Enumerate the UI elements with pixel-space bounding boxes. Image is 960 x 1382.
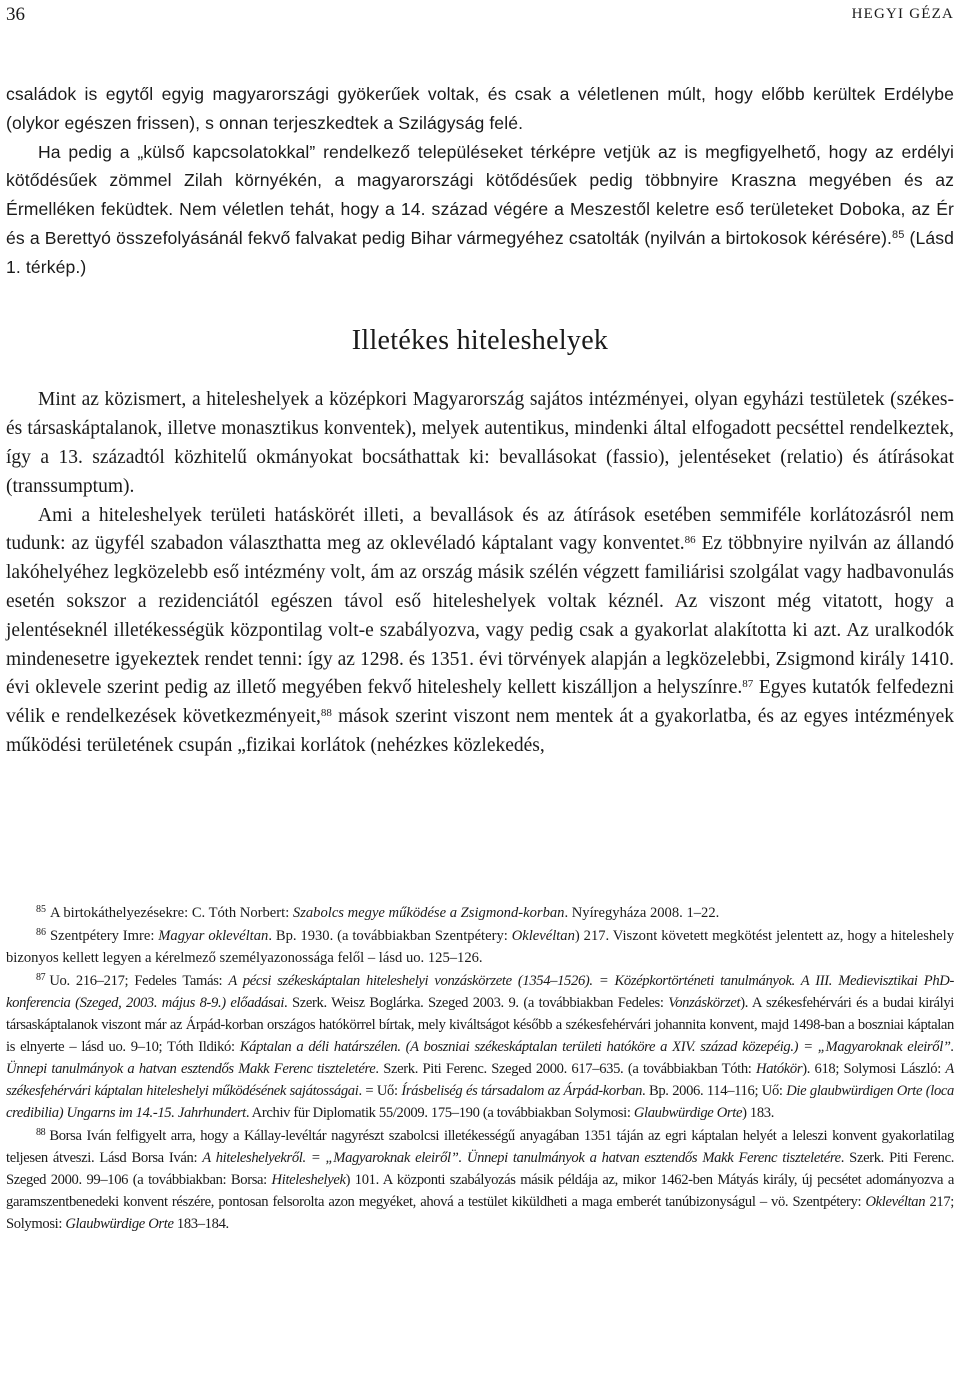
section-p2-text-c: Egyes kutatók felfedezni vélik e rendelkezések következményeit, [6, 677, 954, 728]
footnote-text: Szentpétery Imre: [50, 928, 159, 944]
section-title: Illetékes hiteleshelyek [351, 324, 609, 356]
footnote-text: Uo. 216–217; Fedeles Tamás: [49, 973, 229, 989]
page-header [6, 4, 954, 28]
page-number: 36 [6, 4, 25, 25]
footnote-title: A székesfehérvári káptalan hiteleshelyi működésének sajátosságai [6, 1061, 954, 1099]
footnote-86 [6, 925, 954, 969]
footnote-number: 87 [36, 972, 46, 983]
running-head: HEGYI GÉZA [851, 6, 954, 22]
footnote-title: Hiteleshelyek [271, 1172, 346, 1188]
footnote-text: . Szerk. Piti Ferenc. Szeged 2000. 617–635. (a továbbiakban Tóth: [375, 1061, 756, 1077]
section-p1-text: Mint az közismert, a hiteleshelyek a középkori Magyarország sajátos intézményei, olyan egyházi testületek (székes- és társaskáptalanok, illetve monasztikus konventek), melyek autentikus, mindenki által elfogadott pecséttel rendelkeztek, így a 13. századtól közhitelű okmányokat bocsáthattak ki: bevallásokat (fassio), jelentéseket (relatio) és átírásokat (transsumptum). [6, 389, 954, 497]
footnote-title: Vonzáskörzet [668, 995, 741, 1011]
footnote-title: Káptalan a déli határszélen. (A boszniai székeskáptalan területi hatóköre a XIV. század közepéig.) = „Magyaroknak eleiről”. Ünnepi tanulmányok a hatvan esztendős Makk Ferenc tiszteletére [6, 1039, 954, 1077]
footnote-87 [6, 970, 954, 1124]
footnote-text: . Archiv für Diplomatik 55/2009. 175–190 (a továbbiakban Solymosi: [245, 1105, 634, 1121]
section-p2-text-d: mások szerint viszont nem mentek át a gyakorlatba, és az egyes intézmények működési területének csupán „fizikai korlátok (nehézkes közlekedés, [6, 706, 954, 756]
section-p2-text-a: Ami a hiteleshelyek területi hatáskörét illeti, a bevallások és az átírások esetében semmiféle korlátozásról nem tudunk: az ügyfél szabadon választhatta meg az oklevéladó káptalant vagy konventet. [6, 504, 954, 555]
footnote-title: Die glaubwürdigen Orte (loca credibilia) Ungarns im 14.-15. Jahrhundert [6, 1083, 954, 1121]
footnote-title: Oklevéltan [865, 1194, 926, 1210]
footnote-title: A pécsi székeskáptalan hiteleshelyi vonzáskörzete (1354–1526). = Középkortörténeti tanulmányok. A III. Medievisztikai PhD-konferencia (Szeged, 2003. május 8-9.) előadásai [6, 973, 954, 1011]
footnote-ref-88[interactable]: 88 [320, 707, 332, 720]
footnotes [6, 902, 954, 1236]
footnote-text: ) 101. A központi szabályozás másik példája az, mikor 1462-ben Mátyás király, új pecsétet adományozva a garamszentbenedeki konvent részére, pontosan felsorolta azon megyéket, ahová a testület kiküldheti a maga emberét tanúbizonyságul – vö. Szentpétery: [6, 1172, 954, 1210]
footnote-text: 183–184. [173, 1216, 229, 1232]
footnote-text: . Bp. 2006. 114–116; Uő: [642, 1083, 787, 1099]
footnote-title: Szabolcs megye működése a Zsigmond-korban [292, 905, 565, 921]
intro-p2-end: (Lásd 1. térkép.) [6, 227, 955, 277]
intro-p1-text: családok is egytől egyig magyarországi gyökerűek voltak, és csak a véletlenen múlt, hogy előbb kerültek Erdélybe (olykor egészen frissen), s onnan terjeszkedtek a Szilágyság felé. [6, 84, 954, 133]
footnote-88 [6, 1125, 954, 1235]
footnote-text: 217; Solymosi: [6, 1194, 955, 1232]
footnote-title: Glaubwürdige Orte [65, 1216, 174, 1232]
footnote-ref-87[interactable]: 87 [742, 678, 754, 691]
footnote-text: Borsa Iván felfigyelt arra, hogy a Kállay-levéltár nagyrészt szabolcsi illetékességű anyagában 1351 táján az egri káptalan helyét a leleszi konvent gyakorlatilag teljesen átveszi. Lásd Borsa Iván: [6, 1128, 954, 1166]
footnote-text: ) 183. [742, 1105, 775, 1121]
main-text [6, 80, 954, 761]
footnote-number: 85 [36, 904, 46, 915]
footnote-text: A birtokáthelyezésekre: C. Tóth Norbert: [50, 905, 293, 921]
intro-p2-text: Ha pedig a „külső kapcsolatokkal” rendelkező településeket térképre vetjük az is megfigyelhető, hogy az erdélyi kötődésűek zömmel Zilah környékén, a magyarországi kötődésűek pedig többnyire Kraszna megyében és az Érmelléken feküdtek. Nem véletlen tehát, hogy a 14. század végére a Meszestől keletre eső területeket Doboka, az Ér és a Berettyó összefolyásánál fekvő falvakat pedig Bihar vármegyéhez csatolták (nyilván a birtokosok kérésére). [6, 141, 954, 248]
section-p2-text-b: Ez többnyire nyilván az állandó lakóhelyéhez legközelebb eső intézmény volt, ám az ország másik szélén végzett familiárisi szolgálat vagy hadbavonulás esetén sokszor a rezidenciától egészen távol eső hiteleshelyek voltak kéznél. Az viszont még vitatott, hogy a jelentéseknél illetékességük központilag volt-e szabályozva, vagy pedig csak a gyakorlat alakította ki azt. Az uralkodók mindenesetre igyekeztek rendet tenni: így az 1298. és 1351. évi törvények alapján a legközelebbi, Zsigmond király 1410. évi oklevele szerint pedig az illető megyében fekvő hiteleshely kellett kiszálljon a helyszínre. [6, 533, 954, 699]
footnote-number: 86 [36, 927, 46, 938]
footnote-ref-85[interactable]: 85 [892, 228, 905, 241]
footnote-text: . Nyíregyháza 2008. 1–22. [564, 905, 720, 921]
footnote-number: 88 [36, 1127, 46, 1138]
footnote-title: Glaubwürdige Orte [633, 1105, 743, 1121]
footnote-text: . Szerk. Weisz Boglárka. Szeged 2003. 9. (a továbbiakban Fedeles: [284, 995, 669, 1011]
intro-paragraph-1 [6, 80, 954, 138]
footnote-text: . Bp. 1930. (a továbbiakban Szentpétery: [268, 928, 512, 944]
footnote-text: ). 618; Solymosi László: [802, 1061, 946, 1077]
footnote-text: . Szerk. Piti Ferenc. Szeged 2000. 99–106 (a továbbiakban: Borsa: [6, 1150, 954, 1188]
footnote-title: Magyar oklevéltan [158, 928, 269, 944]
footnote-title: Hatókör [756, 1061, 803, 1077]
footnote-title: A hiteleshelyekről. = „Magyaroknak eleiről”. Ünnepi tanulmányok a hatvan esztendős Makk Ferenc tiszteletére [202, 1150, 841, 1166]
footnote-ref-86[interactable]: 86 [684, 534, 696, 547]
section-paragraph-2 [6, 502, 954, 761]
intro-paragraph-2 [6, 138, 954, 282]
footnote-title: Írásbeliség és társadalom az Árpád-korban [401, 1083, 643, 1099]
footnote-text: . = Uő: [358, 1083, 402, 1099]
section-paragraph-1 [6, 386, 954, 501]
footnote-title: Oklevéltan [511, 928, 575, 944]
footnote-85 [6, 902, 954, 924]
footnote-text: ) 217. Viszont követett megkötést jelentett az, hogy a hiteleshely bizonyos kellett legyen a kérelmező személyazonossága felől – lásd uo. 125–126. [6, 928, 954, 966]
footnote-text: ). A székesfehérvári és a budai királyi társaskáptalanok viszont már az Árpád-korban országos hatókörrel bírtak, mely kiváltságot később a székesfehérvári johannita konvent, majd 1498-ban a boszniai káptalan is elnyerte – lásd uo. 9–10; Tóth Ildikó: [6, 995, 955, 1055]
